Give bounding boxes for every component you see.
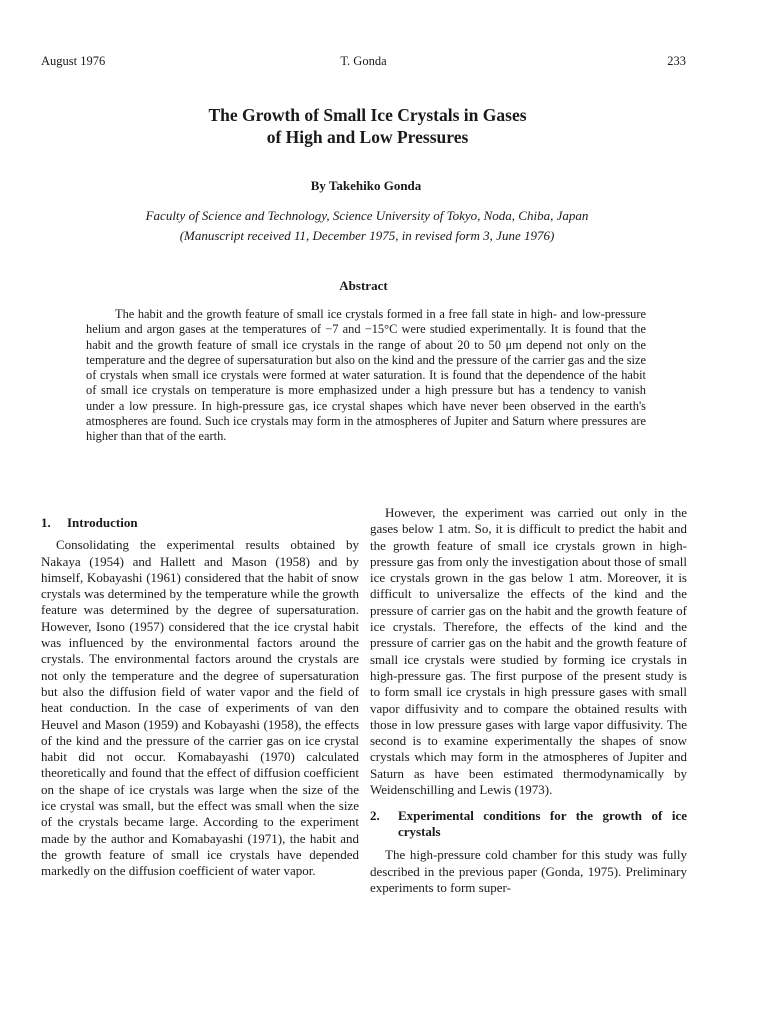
abstract-text: The habit and the growth feature of small ice crystals formed in a free fall state in high- and low-pressure helium and argon gases at the temperatures of −7 and −15°C were studied experimentally. It is found that the habit and the growth feature of small ice crystals in the range of about 20 to 50 μm depend not only on the temperature and the degree of supersaturation but also on the kind and the pressure of the carrier gas and the size of crystals when small ice crystals were formed at water saturation. It is found that the dependence of the habit of small ice crystals on temperature is more emphasized under a high pressure but has a tendency to vanish under a low pressure. In high-pressure gas, ice crystal shapes which have never been observed in the earth's atmospheres are found. Such ice crystals may form in the atmospheres of Jupiter and Saturn where pressures are higher than that of the earth. xyxy=(86,307,646,444)
running-head xyxy=(41,54,686,70)
section-2-number: 2. xyxy=(370,808,380,824)
manuscript-dates: (Manuscript received 11, December 1975, in revised form 3, June 1976) xyxy=(179,228,555,243)
right-column xyxy=(370,505,687,896)
section-1-number: 1. xyxy=(41,515,51,530)
author-byline: By Takehiko Gonda xyxy=(310,178,422,193)
paper-title-line2: of High and Low Pressures xyxy=(266,127,469,147)
section-2-paragraph-1: The high-pressure cold chamber for this study was fully described in the previous paper (Gonda, 1975). Preliminary experiments to form super- xyxy=(370,847,687,895)
affiliation xyxy=(40,206,694,246)
running-head-author: T. Gonda xyxy=(340,54,387,68)
section-1-paragraph-2: However, the experiment was carried out only in the gases below 1 atm. So, it is difficult to predict the habit and the growth feature of small ice crystals grown in high-pressure gas from only the investigation about those of small ice crystals grown in the gas below 1 atm. Moreover, it is difficult to universalize the effects of the kind and the pressure of carrier gas on the habit and the growth feature of ice crystals. Therefore, the effects of the kind and the pressure of carrier gas on the habit and the growth feature of small ice crystals were studied by forming ice crystals in high-pressure gas. The first purpose of the present study is to form small ice crystals in high pressure gases with small vapor diffusivity and to compare the obtained results with those in low pressure gases with large vapor diffusivity. The second is to examine experimentally the shapes of snow crystals which may form in the atmospheres of Jupiter and Saturn as have been estimated thermodynamically by Weidenschilling and Lewis (1973). xyxy=(370,505,687,798)
page-number: 233 xyxy=(667,54,686,68)
section-1-paragraph-1: Consolidating the experimental results obtained by Nakaya (1954) and Hallett and Mason (1958) and by himself, Kobayashi (1961) considered that the habit of snow crystals was determined by the temperature while the growth feature was determined by the degree of supersaturation. However, Isono (1957) considered that the ice crystal habit was influenced by the environmental factors around the crystals. The environmental factors around the crystals are not only the temperature and the degree of supersaturation but also the diffusion field of water vapor and the field of heat conduction. In the case of experiments of van den Heuvel and Mason (1959) and Kobayashi (1958), the effects of the kind and the pressure of the carrier gas on ice crystal habit did not occur. Komabayashi (1970) calculated theoretically and found that the effect of diffusion coefficient on the shape of ice crystals was large when the size of the ice crystal was small, but the effect was small when the size of the crystals became large. According to the experiment made by the author and Komabayashi (1971), the habit and the growth feature of small ice crystals have depended markedly on the diffusion coefficient of water vapor. xyxy=(41,537,359,879)
section-2-heading xyxy=(370,808,687,840)
section-2-title: Experimental conditions for the growth of ice crystals xyxy=(398,808,687,840)
abstract-heading: Abstract xyxy=(339,278,388,293)
paper-title-line1: The Growth of Small Ice Crystals in Gases xyxy=(208,105,527,125)
section-1-title: Introduction xyxy=(67,515,138,530)
section-1-heading xyxy=(41,515,359,531)
running-head-date: August 1976 xyxy=(41,54,106,68)
affiliation-institution: Faculty of Science and Technology, Science University of Tokyo, Noda, Chiba, Japan xyxy=(145,208,589,223)
left-column xyxy=(41,515,359,880)
paper-title xyxy=(60,104,675,148)
